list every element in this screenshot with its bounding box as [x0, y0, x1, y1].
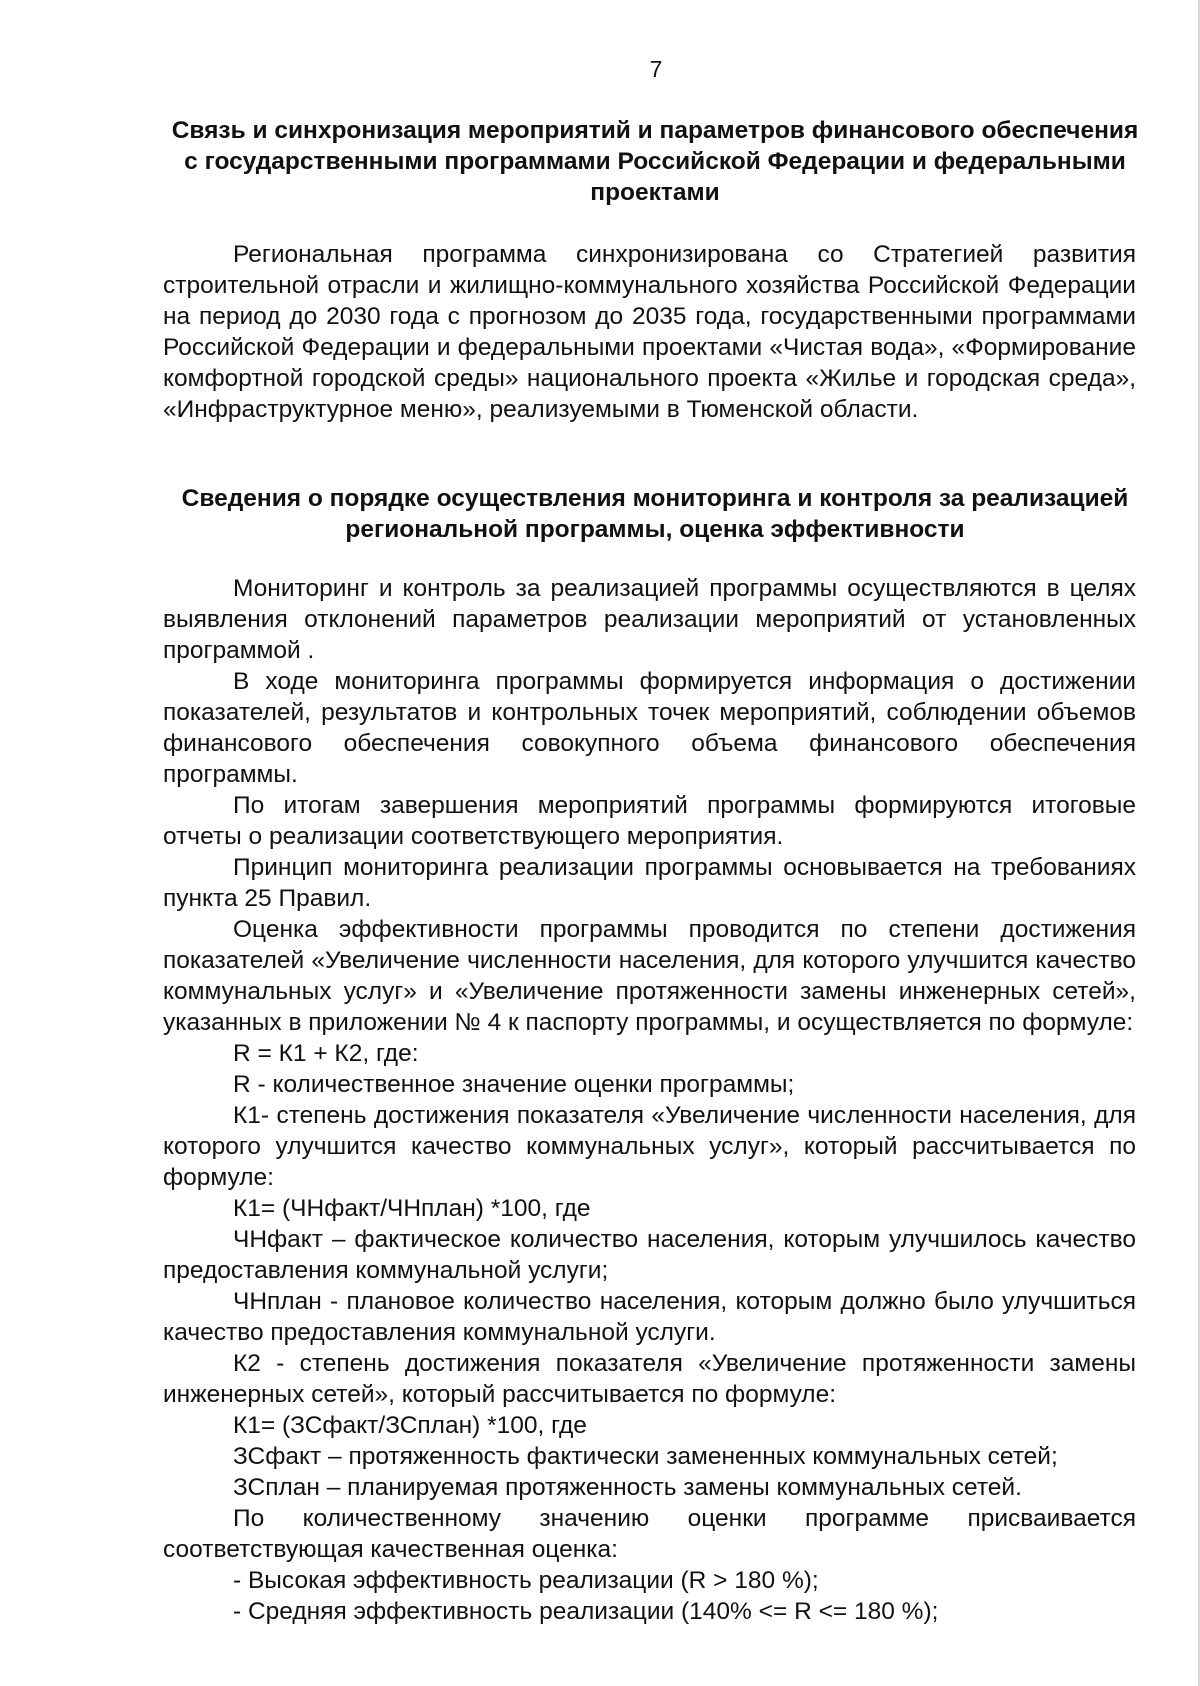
section-heading-sync: Связь и синхронизация мероприятий и параметров финансового обеспечения с государственными программами Российской Федерации и федеральными проектами: [171, 117, 1139, 206]
definition-zs-plan: ЗСплан – планируемая протяженность замены коммунальных сетей.: [233, 1474, 1022, 1501]
formula-k1: К1= (ЧНфакт/ЧНплан) *100, где: [233, 1195, 591, 1222]
definition-k2: К2 - степень достижения показателя «Увеличение протяженности замены инженерных сетей», который рассчитывается по формуле:: [163, 1350, 1136, 1408]
grade-medium-efficiency: - Средняя эффективность реализации (140% <= R <= 180 %);: [233, 1598, 939, 1625]
paragraph-efficiency-assessment: Оценка эффективности программы проводится по степени достижения показателей «Увеличение численности населения, для которого улучшится качество коммунальных услуг» и «Увеличение протяженности замены инженерных сетей», указанных в приложении № 4 к паспорту программы, и осуществляется по формуле:: [163, 916, 1136, 1036]
definition-zs-fact: ЗСфакт – протяженность фактически замененных коммунальных сетей;: [233, 1443, 1058, 1470]
paragraph-sync: Региональная программа синхронизирована со Стратегией развития строительной отрасли и жилищно-коммунального хозяйства Российской Федерации на период до 2030 года с прогнозом до 2035 года, государственными программами Российской Федерации и федеральными проектами «Чистая вода», «Формирование комфортной городской среды» национального проекта «Жилье и городская среда», «Инфраструктурное меню», реализуемыми в Тюменской области.: [163, 241, 1136, 423]
definition-r: R - количественное значение оценки программы;: [233, 1071, 795, 1098]
formula-r: R = К1 + К2, где:: [233, 1040, 419, 1067]
paragraph-qualitative-assessment: По количественному значению оценки программе присваивается соответствующая качественная оценка:: [163, 1505, 1136, 1563]
paragraph-monitoring-info: В ходе мониторинга программы формируется информация о достижении показателей, результатов и контрольных точек мероприятий, соблюдении объемов финансового обеспечения совокупного объема финансового обеспечения программы.: [163, 668, 1136, 788]
definition-chn-plan: ЧНплан - плановое количество населения, которым должно было улучшиться качество предоставления коммунальной услуги.: [163, 1288, 1136, 1346]
section-heading-monitoring: Сведения о порядке осуществления мониторинга и контроля за реализацией региональной программы, оценка эффективности: [181, 485, 1129, 543]
paragraph-monitoring-purpose: Мониторинг и контроль за реализацией программы осуществляются в целях выявления отклонений параметров реализации мероприятий от установленных программой .: [163, 575, 1136, 664]
formula-k2: К1= (ЗСфакт/ЗСплан) *100, где: [233, 1412, 587, 1439]
sync-section-body: [163, 239, 1136, 425]
page-number: 7: [649, 56, 663, 82]
monitoring-section-body: [163, 573, 1136, 1627]
definition-chn-fact: ЧНфакт – фактическое количество населения, которым улучшилось качество предоставления коммунальной услуги;: [163, 1226, 1136, 1284]
paragraph-monitoring-principle: Принцип мониторинга реализации программы основывается на требованиях пункта 25 Правил.: [163, 854, 1136, 912]
definition-k1: К1- степень достижения показателя «Увеличение численности населения, для которого улучшится качество коммунальных услуг», который рассчитывается по формуле:: [163, 1102, 1136, 1191]
grade-high-efficiency: - Высокая эффективность реализации (R > 180 %);: [233, 1567, 819, 1594]
paragraph-final-reports: По итогам завершения мероприятий программы формируются итоговые отчеты о реализации соответствующего мероприятия.: [163, 792, 1136, 850]
